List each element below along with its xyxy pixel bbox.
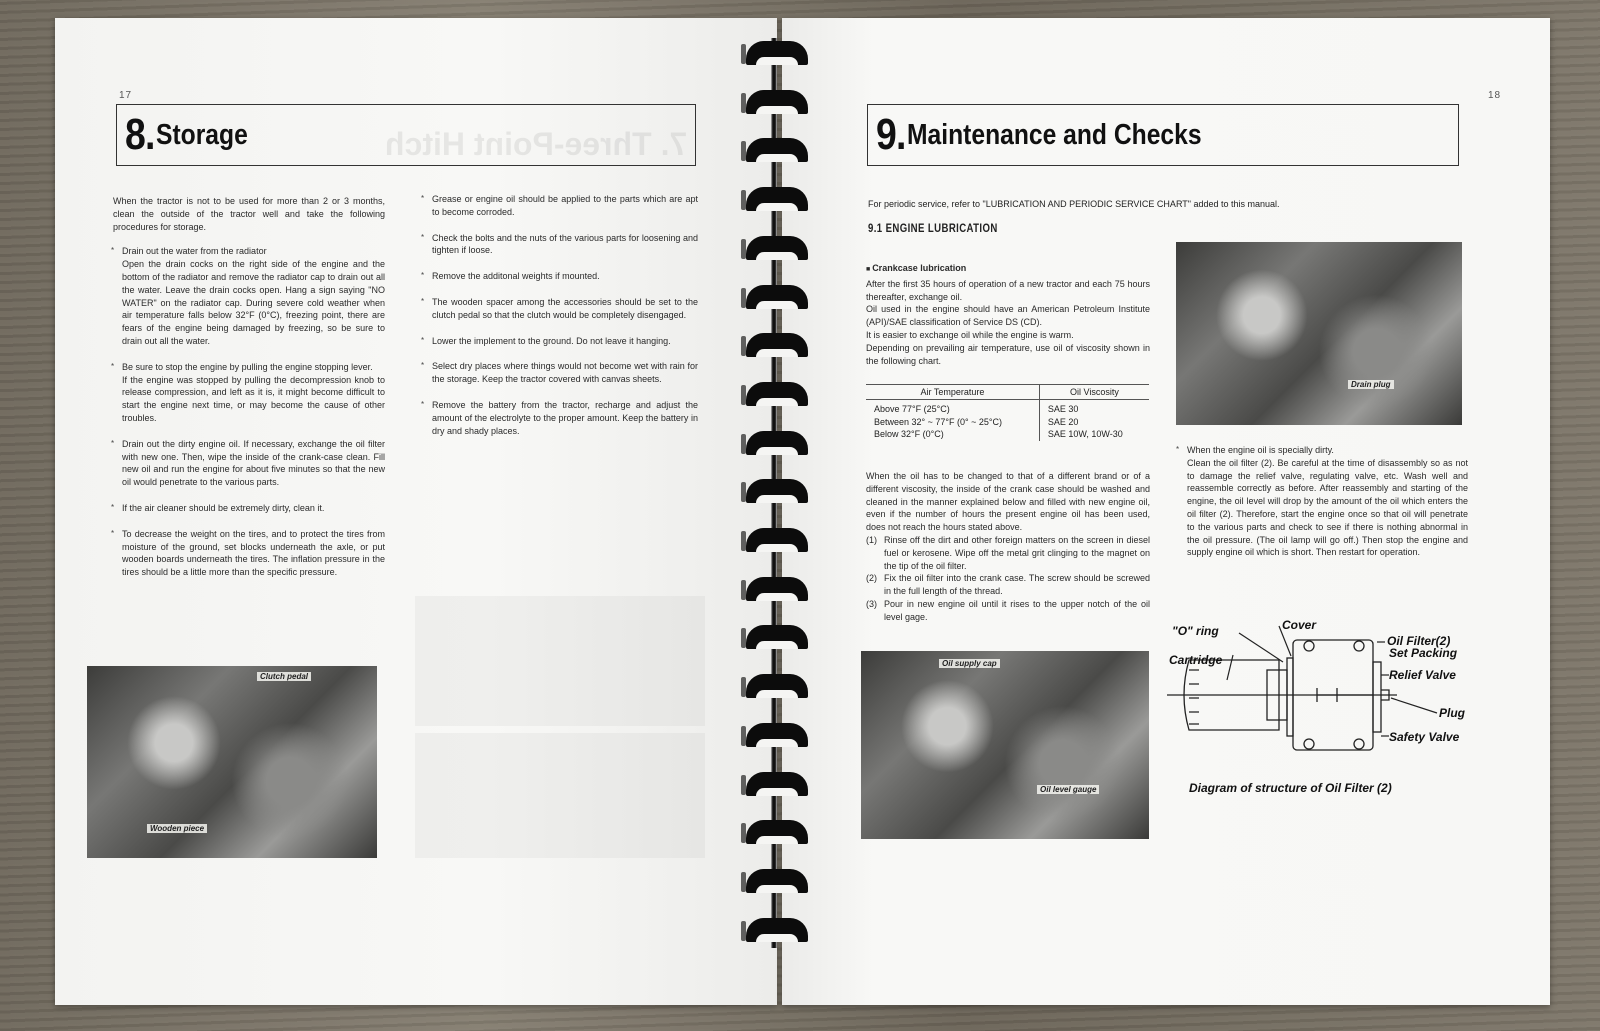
diagram-label: Plug — [1439, 706, 1465, 720]
ring-arc — [746, 90, 808, 114]
binding-ring — [741, 38, 811, 68]
storage-bullet: * If the air cleaner should be extremely dirty, clean it. — [113, 502, 385, 515]
engine-photo — [861, 651, 1149, 839]
periodic-service-note: For periodic service, refer to "LUBRICATION AND PERIODIC SERVICE CHART" added to this manual. — [868, 199, 1280, 209]
ring-arc — [746, 236, 808, 260]
diagram-label: Oil Filter(2) — [1387, 634, 1451, 648]
binding-ring — [741, 720, 811, 750]
storage-column-2 — [423, 193, 698, 450]
table-row: Above 77°F (25°C) SAE 30 — [866, 400, 1149, 416]
oil-viscosity-table — [866, 384, 1149, 441]
ring-arc — [746, 138, 808, 162]
binding-ring — [741, 622, 811, 652]
storage-column-1 — [113, 195, 385, 592]
lubrication-paragraph: Depending on prevailing air temperature, use oil of viscosity shown in the following chart. — [866, 342, 1150, 366]
binding-ring — [741, 817, 811, 847]
ring-arc — [746, 869, 808, 893]
dirty-oil-bullet: * When the engine oil is specially dirty. Clean the oil filter (2). Be careful at the time of disassembly so as not to damage the relief valve, regulating valve, etc. Wash well and reassemble correctly as before. After reassembly and starting of the engine, the oil level will drop by the amount of the oil which enters the oil filter (2). Therefore, start the engine once so that oil will penetrate to the various parts and check to see if there is nothing abnormal in the oil pressure. (The oil lamp will go off.) Then stop the engine and supply engine oil which is short. Then restart for operation. — [1178, 444, 1468, 559]
storage-intro: When the tractor is not to be used for more than 2 or 3 months, clean the outside of the tractor well and take the following procedures for storage. — [113, 196, 385, 232]
diagram-label: "O" ring — [1172, 624, 1219, 638]
ring-arc — [746, 528, 808, 552]
oil-filter-diagram — [1167, 600, 1487, 795]
diagram-caption: Diagram of structure of Oil Filter (2) — [1189, 781, 1392, 795]
diagram-label: Cover — [1282, 618, 1317, 632]
chapter-title-box — [116, 104, 696, 166]
table-header: Air Temperature — [866, 385, 1039, 400]
ring-arc — [746, 285, 808, 309]
photo-label: Clutch pedal — [257, 672, 311, 681]
binding-ring — [741, 87, 811, 117]
binding-ring — [741, 866, 811, 896]
table-row: Between 32° ~ 77°F (0° ~ 25°C) SAE 20 — [866, 416, 1149, 429]
oil-change-column — [866, 470, 1150, 624]
ring-arc — [746, 479, 808, 503]
ring-arc — [746, 625, 808, 649]
binding-ring — [741, 574, 811, 604]
binding-ring — [741, 135, 811, 165]
photo-label: Oil level gauge — [1037, 785, 1099, 794]
binding-ring — [741, 330, 811, 360]
right-page — [782, 18, 1550, 1005]
storage-bullet: * Check the bolts and the nuts of the various parts for loosening and tighten if loose. — [423, 232, 698, 258]
step-item: (1) Rinse off the dirt and other foreign matters on the screen in diesel fuel or kerosene. Wipe off the metal grit clinging to the magnet on the tip of the oil filter. — [866, 534, 1150, 571]
bleed-through-title: 7. Three-Point Hitch — [385, 126, 688, 162]
binding-ring — [741, 525, 811, 555]
lubrication-column — [866, 262, 1150, 367]
left-page — [55, 18, 777, 1005]
storage-bullet: * Drain out the dirty engine oil. If necessary, exchange the oil filter with new one. Then, wipe the inside of the crank-case clean. Fill new oil and run the engine for about five minutes so that the new oil would penetrate to the various parts. — [113, 438, 385, 489]
diagram-label: Safety Valve — [1389, 730, 1460, 744]
storage-bullet: * To decrease the weight on the tires, and to protect the tires from moisture of the ground, set blocks underneath the axle, or put wooden boards underneath the tires. The inflation pressure in the tires should be a little more than the specific pressure. — [113, 528, 385, 579]
spiral-binding — [741, 38, 811, 948]
chapter-title-box — [867, 104, 1459, 166]
table-header: Oil Viscosity — [1039, 385, 1149, 400]
ring-arc — [746, 577, 808, 601]
step-item: (3) Pour in new engine oil until it rises to the upper notch of the oil level gage. — [866, 598, 1150, 622]
ring-arc — [746, 333, 808, 357]
storage-bullet: * Drain out the water from the radiator Open the drain cocks on the right side of the engine and the bottom of the radiator and remove the radiator cap to drain out all the water. Leave the drain cocks open. Hang a sign saying "NO WATER" on the radiator cap. During severe cold weather when air temperature falls below 32°F (0°C), freezing point, there are fears of the engine being damaged by freezing, so be sure to drain out all the water. — [113, 245, 385, 347]
chapter-number: 9. — [876, 110, 906, 159]
table-row: Below 32°F (0°C) SAE 10W, 10W-30 — [866, 428, 1149, 441]
lubrication-paragraph: Oil used in the engine should have an American Petroleum Institute (API)/SAE classification of Service DS (CD). — [866, 304, 1150, 328]
ring-arc — [746, 772, 808, 796]
binding-ring — [741, 282, 811, 312]
lubrication-paragraph: After the first 35 hours of operation of a new tractor and each 75 hours thereafter, exchange oil. — [866, 278, 1150, 302]
storage-bullet: * Grease or engine oil should be applied to the parts which are apt to become corroded. — [423, 193, 698, 219]
clutch-pedal-photo — [87, 666, 377, 858]
diagram-label: Set Packing — [1389, 646, 1458, 660]
storage-bullet: * The wooden spacer among the accessories should be set to the clutch pedal so that the clutch would be completely disengaged. — [423, 296, 698, 322]
photo-label: Oil supply cap — [939, 659, 1000, 668]
chapter-number: 8. — [125, 110, 155, 159]
ring-arc — [746, 187, 808, 211]
lubrication-paragraph: It is easier to exchange oil while the engine is warm. — [866, 329, 1074, 340]
binding-ring — [741, 233, 811, 263]
chapter-title: Maintenance and Checks — [906, 118, 1202, 151]
ring-arc — [746, 382, 808, 406]
page-number: 18 — [1488, 90, 1502, 101]
storage-bullet: * Remove the additonal weights if mounted. — [423, 270, 698, 283]
binding-ring — [741, 769, 811, 799]
binding-ring — [741, 379, 811, 409]
photo-label: Wooden piece — [147, 824, 207, 833]
binding-ring — [741, 915, 811, 945]
storage-bullet: * Be sure to stop the engine by pulling the engine stopping lever. If the engine was stopped by pulling the decompression knob to release compression, and left as it is, it might become difficult to start the engine next time, or may become the cause of other troubles. — [113, 361, 385, 425]
binding-ring — [741, 184, 811, 214]
ring-arc — [746, 820, 808, 844]
binding-ring — [741, 428, 811, 458]
diagram-label: Relief Valve — [1389, 668, 1456, 682]
diagram-label: Cartridge — [1169, 653, 1223, 667]
section-heading: 9.1 ENGINE LUBRICATION — [868, 221, 998, 235]
crankcase-subheading: ■ Crankcase lubrication — [866, 263, 967, 273]
page-number: 17 — [119, 90, 133, 101]
drain-plug-photo — [1176, 242, 1462, 425]
storage-bullet: * Lower the implement to the ground. Do not leave it hanging. — [423, 335, 698, 348]
ring-arc — [746, 674, 808, 698]
ring-arc — [746, 723, 808, 747]
ring-arc — [746, 41, 808, 65]
photo-label: Drain plug — [1348, 380, 1394, 389]
chapter-title: Storage — [155, 118, 248, 151]
oil-change-paragraph: When the oil has to be changed to that of a different brand or of a different viscosity, the inside of the crank case should be washed and cleaned in the manner explained below and filled with new engine oil, even if the number of hours the present engine oil has been used, does not reach the hours stated above. — [866, 471, 1150, 533]
dirty-oil-column — [1178, 444, 1468, 572]
step-item: (2) Fix the oil filter into the crank case. The screw should be screwed in the full length of the thread. — [866, 573, 1150, 597]
binding-ring — [741, 671, 811, 701]
ring-arc — [746, 918, 808, 942]
bleed-through-photo — [415, 733, 705, 858]
storage-bullet: * Select dry places where things would not become wet with rain for the storage. Keep the tractor covered with canvas sheets. — [423, 360, 698, 386]
bleed-through-photo — [415, 596, 705, 726]
storage-bullet: * Remove the battery from the tractor, recharge and adjust the amount of the electrolyte to the proper amount. Keep the battery in dry and shady places. — [423, 399, 698, 437]
ring-arc — [746, 431, 808, 455]
binding-ring — [741, 476, 811, 506]
